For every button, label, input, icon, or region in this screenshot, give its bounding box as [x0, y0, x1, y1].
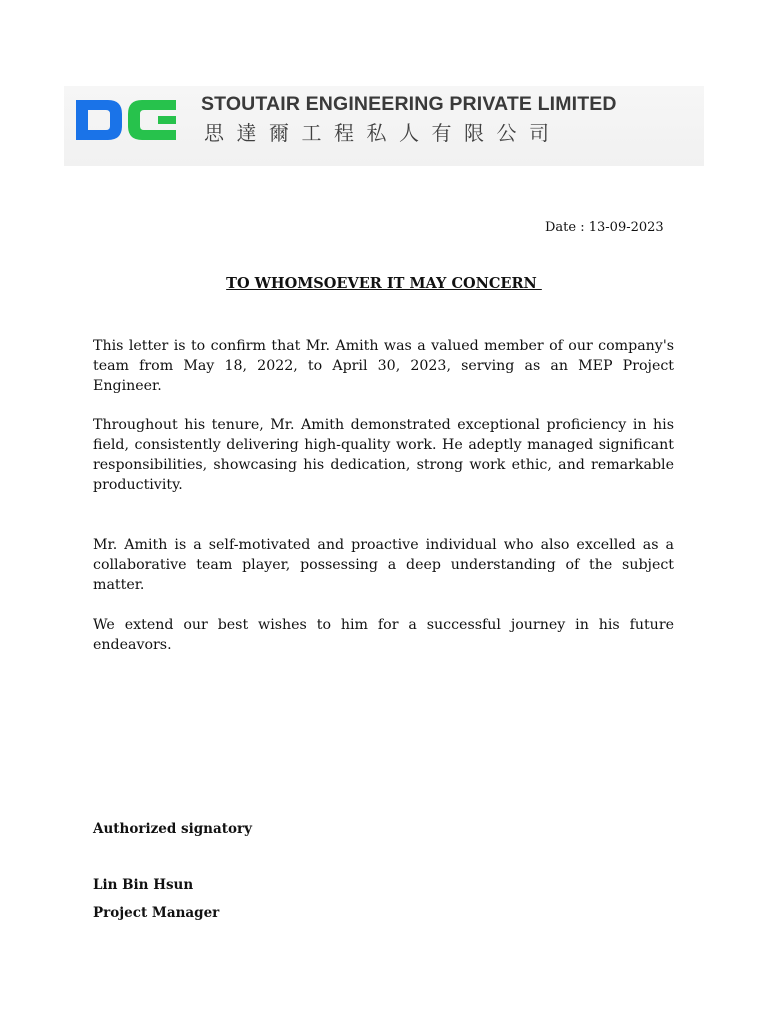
company-logo	[76, 100, 176, 140]
logo-d-shape	[76, 100, 122, 140]
paragraph-best-wishes: We extend our best wishes to him for a successful journey in his future endeavors.	[93, 617, 674, 653]
paragraph-performance: Throughout his tenure, Mr. Amith demonstrated exceptional proficiency in his field, consistently delivering high-quality work. He adeptly managed significant responsibilities, showcasing his dedication, strong work ethic, and remarkable productivity.	[93, 417, 674, 493]
letterhead-banner	[64, 86, 704, 166]
signatory-name: Lin Bin Hsun	[93, 877, 194, 893]
signatory-title: Project Manager	[93, 905, 220, 921]
signatory-label: Authorized signatory	[93, 821, 252, 837]
letter-subject: TO WHOMSOEVER IT MAY CONCERN	[226, 275, 542, 292]
company-name: STOUTAIR ENGINEERING PRIVATE LIMITED	[201, 93, 617, 115]
company-name-chinese: 思達爾工程私人有限公司	[204, 121, 562, 145]
logo-c-notch	[158, 116, 176, 124]
paragraph-character: Mr. Amith is a self-motivated and proactive individual who also excelled as a collaborative team player, possessing a deep understanding of the subject matter.	[93, 537, 674, 593]
letter-date: Date : 13-09-2023	[545, 220, 664, 235]
paragraph-employment-confirmation: This letter is to confirm that Mr. Amith was a valued member of our company's team from May 18, 2022, to April 30, 2023, serving as an MEP Project Engineer.	[93, 338, 674, 394]
